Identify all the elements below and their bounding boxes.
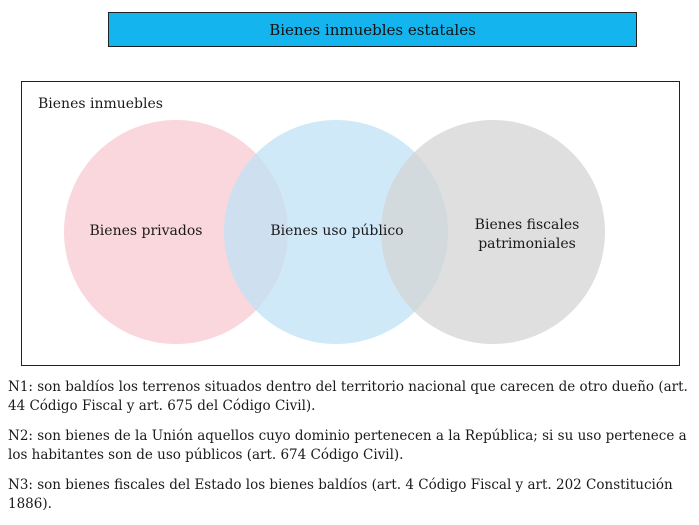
diagram-title: Bienes inmuebles estatales	[108, 12, 637, 47]
note-n2: N2: son bienes de la Unión aquellos cuyo dominio pertenecen a la República; si su uso pertenece a los habitantes son de uso públicos (art. 674 Código Civil).	[8, 428, 687, 463]
note-n3: N3: son bienes fiscales del Estado los bienes baldíos (art. 4 Código Fiscal y art. 202 Constitución 1886).	[8, 477, 673, 512]
notes-section	[8, 378, 693, 525]
bienes-inmuebles-label: Bienes inmuebles	[38, 96, 163, 112]
note-n1: N1: son baldíos los terrenos situados dentro del territorio nacional que carecen de otro dueño (art. 44 Código Fiscal y art. 675 del Código Civil).	[8, 379, 688, 414]
label-bienes-privados: Bienes privados	[89, 223, 203, 239]
label-bienes-uso-publico: Bienes uso público	[270, 223, 404, 239]
label-bienes-fiscales-patrimoniales: Bienes fiscales patrimoniales	[474, 217, 580, 252]
